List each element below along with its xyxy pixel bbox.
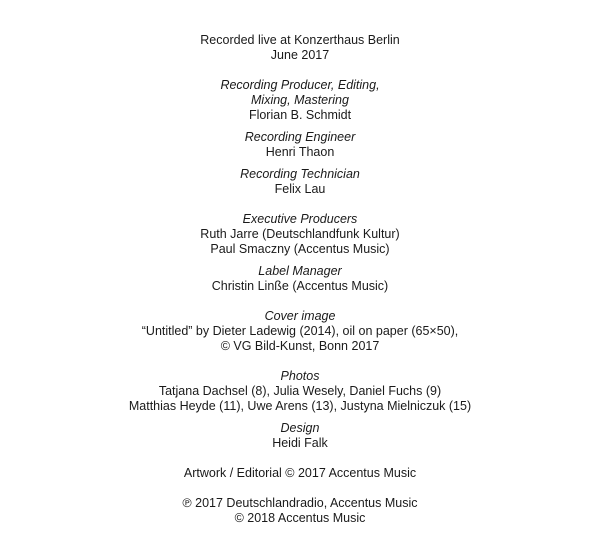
recording-date: June 2017 [270, 48, 330, 62]
producer-name: Florian B. Schmidt [248, 108, 352, 122]
label-manager-name: Christin Linße (Accentus Music) [211, 279, 389, 293]
executive-producer-1: Ruth Jarre (Deutschlandfunk Kultur) [200, 227, 400, 241]
producer-role-line1: Recording Producer, Editing, [220, 78, 380, 92]
credits-block [0, 33, 600, 526]
design-name: Heidi Falk [272, 436, 328, 450]
engineer-name: Henri Thaon [265, 145, 335, 159]
cover-image-role: Cover image [264, 309, 336, 323]
recording-venue: Recorded live at Konzerthaus Berlin [200, 33, 400, 47]
photos-role: Photos [280, 369, 320, 383]
artwork-credit: Artwork / Editorial © 2017 Accentus Music [183, 466, 417, 480]
phonographic-copyright: ℗ 2017 Deutschlandradio, Accentus Music [182, 496, 418, 510]
label-manager-role: Label Manager [258, 264, 342, 278]
cover-image-line1: “Untitled” by Dieter Ladewig (2014), oil on paper (65×50), [141, 324, 459, 338]
design-role: Design [280, 421, 320, 435]
cover-image-line2: © VG Bild-Kunst, Bonn 2017 [220, 339, 380, 353]
producer-role-line2: Mixing, Mastering [251, 93, 349, 107]
photos-line2: Matthias Heyde (11), Uwe Arens (13), Justyna Mielniczuk (15) [128, 399, 472, 413]
technician-role: Recording Technician [240, 167, 360, 181]
copyright-line: © 2018 Accentus Music [234, 511, 366, 525]
technician-name: Felix Lau [274, 182, 326, 196]
executive-producers-role: Executive Producers [242, 212, 358, 226]
executive-producer-2: Paul Smaczny (Accentus Music) [210, 242, 390, 256]
photos-line1: Tatjana Dachsel (8), Julia Wesely, Daniel Fuchs (9) [158, 384, 442, 398]
engineer-role: Recording Engineer [244, 130, 356, 144]
